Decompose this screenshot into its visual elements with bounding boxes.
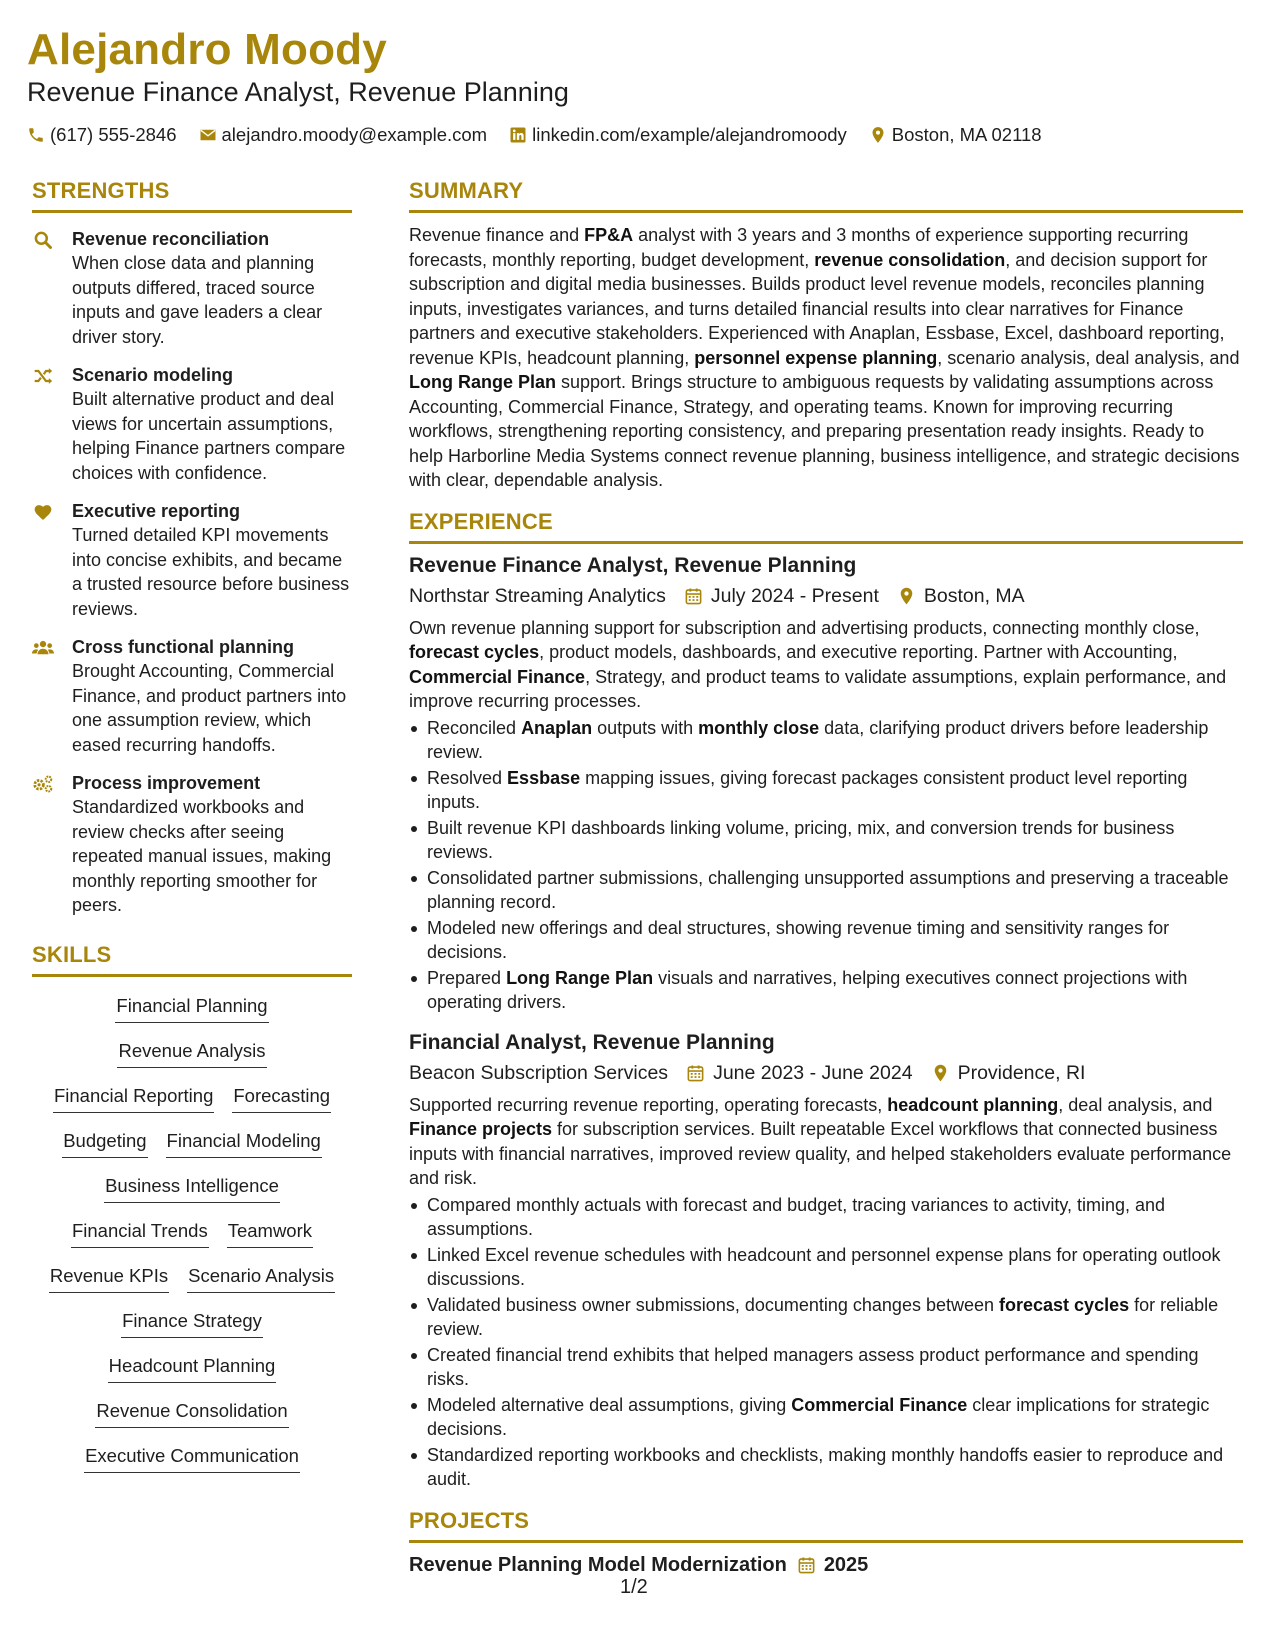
- project-entry: [409, 1551, 1243, 1579]
- skill-row: [32, 1347, 352, 1392]
- gears-icon: [32, 774, 54, 794]
- skills-heading: SKILLS: [32, 942, 352, 977]
- text-segment: mapping issues, giving forecast packages consistent product level reporting inputs.: [427, 767, 1188, 812]
- summary-section: [409, 178, 1243, 493]
- skill-row: [32, 1437, 352, 1482]
- strength-desc: Brought Accounting, Commercial Finance, and product partners into one assumption review, which eased recurring handoffs.: [72, 661, 347, 755]
- strength-item: [32, 771, 352, 918]
- text-segment: clear implications for strategic decisions.: [427, 1394, 1210, 1439]
- users-icon: [32, 638, 54, 658]
- calendar-icon: [684, 586, 703, 606]
- linkedin-icon: [509, 126, 527, 144]
- strength-item: [32, 363, 352, 485]
- bold-text: Essbase: [507, 767, 581, 788]
- search-icon: [32, 230, 54, 250]
- calendar-icon: [686, 1063, 705, 1083]
- skill-tag: Budgeting: [62, 1128, 147, 1158]
- text-segment: Modeled new offerings and deal structures, showing revenue timing and sensitivity ranges for decisions.: [427, 917, 1170, 962]
- text-segment: Linked Excel revenue schedules with headcount and personnel expense plans for operating outlook discussions.: [427, 1244, 1221, 1289]
- bullet-item: [409, 1393, 1243, 1442]
- bold-text: revenue consolidation: [814, 249, 1006, 270]
- strength-item: [32, 635, 352, 757]
- job-title: Revenue Finance Analyst, Revenue Planning: [409, 553, 857, 577]
- text-segment: Standardized reporting workbooks and checklists, making monthly handoffs easier to reproduce and audit.: [427, 1444, 1224, 1489]
- bold-text: forecast cycles: [999, 1294, 1130, 1315]
- skill-row: [32, 987, 352, 1032]
- text-segment: Prepared: [427, 967, 507, 988]
- skill-tag: Financial Planning: [115, 993, 268, 1023]
- text-segment: Supported recurring revenue reporting, operating forecasts,: [409, 1094, 888, 1115]
- experience-heading: EXPERIENCE: [409, 509, 1243, 544]
- job-dates: [684, 582, 879, 610]
- project-title: Revenue Planning Model Modernization: [409, 1553, 787, 1576]
- strength-title: Scenario modeling: [72, 365, 234, 385]
- text-segment: Own revenue planning support for subscription and advertising products, connecting monthly close,: [409, 617, 1200, 638]
- job-meta: [409, 1059, 1243, 1087]
- skill-row: [32, 1392, 352, 1437]
- skill-row: [32, 1257, 352, 1302]
- right-column: [409, 178, 1243, 1579]
- heart-icon: [32, 502, 54, 522]
- job-bullets: [409, 716, 1243, 1015]
- skill-tag: Executive Communication: [84, 1443, 300, 1473]
- bullet-item: [409, 866, 1243, 915]
- bullet-item: [409, 766, 1243, 815]
- job-description: [409, 1093, 1243, 1191]
- skill-tag: Teamwork: [227, 1218, 313, 1248]
- job-meta: [409, 582, 1243, 610]
- skill-row: [32, 1077, 352, 1122]
- bullet-item: [409, 1293, 1243, 1342]
- text-segment: , and decision support for subscription and digital media businesses. Builds product level revenue models, reconciles planning inputs, investigates variances, and turns detailed financial results into clear narratives for Finance partners and executive stakeholders. Experienced with Anaplan, Essbase, Excel, dashboard reporting, revenue KPIs, headcount planning,: [409, 249, 1225, 368]
- contact-location: [869, 124, 1042, 146]
- contact-phone: [27, 124, 177, 146]
- skills-list: [32, 987, 352, 1482]
- skill-tag: Forecasting: [232, 1083, 331, 1113]
- skill-tag: Financial Modeling: [166, 1128, 322, 1158]
- page-number: 1/2: [620, 1576, 648, 1598]
- bold-text: FP&A: [584, 225, 634, 245]
- phone-text: (617) 555-2846: [50, 124, 177, 145]
- strength-title: Process improvement: [72, 773, 261, 793]
- job-title: Financial Analyst, Revenue Planning: [409, 1030, 775, 1054]
- map-pin-icon: [869, 126, 887, 144]
- job-dates: [686, 1059, 913, 1087]
- job-location-text: Boston, MA: [923, 584, 1025, 607]
- text-segment: Reconciled: [427, 717, 522, 738]
- strength-desc: Standardized workbooks and review checks after seeing repeated manual issues, making monthly reporting smoother for peers.: [72, 797, 332, 915]
- strengths-section: [32, 178, 352, 918]
- bullet-item: [409, 1343, 1243, 1392]
- strength-desc: Turned detailed KPI movements into concise exhibits, and became a trusted resource before business reviews.: [72, 525, 350, 619]
- skill-tag: Scenario Analysis: [187, 1263, 335, 1293]
- candidate-headline: Revenue Finance Analyst, Revenue Planning: [27, 77, 569, 107]
- location-text: Boston, MA 02118: [891, 124, 1042, 145]
- bold-text: monthly close: [698, 717, 820, 738]
- map-pin-icon: [931, 1063, 950, 1083]
- strength-title: Executive reporting: [72, 501, 241, 521]
- projects-section: [409, 1508, 1243, 1579]
- candidate-name: Alejandro Moody: [27, 25, 387, 74]
- summary-text: [409, 223, 1243, 493]
- skill-tag: Revenue Consolidation: [95, 1398, 288, 1428]
- skill-tag: Revenue KPIs: [49, 1263, 169, 1293]
- bold-text: Long Range Plan: [409, 372, 557, 392]
- bullet-item: [409, 1243, 1243, 1292]
- skill-tag: Finance Strategy: [121, 1308, 263, 1338]
- contact-email[interactable]: [199, 124, 488, 146]
- strength-title: Cross functional planning: [72, 637, 295, 657]
- text-segment: , product models, dashboards, and executive reporting. Partner with Accounting,: [539, 642, 1178, 662]
- phone-icon: [27, 126, 45, 144]
- text-segment: Built revenue KPI dashboards linking volume, pricing, mix, and conversion trends for business reviews.: [427, 817, 1175, 862]
- bold-text: headcount planning: [887, 1094, 1059, 1115]
- text-segment: , Strategy, and product teams to validate assumptions, explain performance, and improve recurring processes.: [409, 666, 1227, 711]
- text-segment: for subscription services. Built repeatable Excel workflows that connected business inputs with financial narratives, improved review quality, and helped stakeholders evaluate performance and risk.: [409, 1119, 1232, 1188]
- skill-tag: Financial Trends: [71, 1218, 209, 1248]
- text-segment: , deal analysis, and: [1058, 1094, 1213, 1115]
- skill-row: [32, 1032, 352, 1077]
- strength-item: [32, 227, 352, 349]
- job-entry: [409, 552, 1243, 1015]
- contact-linkedin[interactable]: [509, 124, 847, 146]
- calendar-icon: [797, 1555, 816, 1575]
- text-segment: Compared monthly actuals with forecast and budget, tracing variances to activity, timing, and assumptions.: [427, 1194, 1166, 1239]
- left-column: [32, 178, 352, 1482]
- bullet-item: [409, 716, 1243, 765]
- bold-text: Long Range Plan: [506, 967, 654, 988]
- job-company: Beacon Subscription Services: [409, 1061, 669, 1084]
- skill-tag: Business Intelligence: [104, 1173, 280, 1203]
- bold-text: personnel expense planning: [694, 347, 938, 368]
- strength-title: Revenue reconciliation: [72, 229, 270, 249]
- strength-item: [32, 499, 352, 621]
- envelope-icon: [199, 126, 217, 144]
- project-year: 2025: [823, 1553, 869, 1576]
- text-segment: Consolidated partner submissions, challenging unsupported assumptions and preserving a traceable planning record.: [427, 867, 1229, 912]
- text-segment: support. Brings structure to ambiguous requests by validating assumptions across Accounting, Commercial Finance, Strategy, and operating teams. Known for improving recurring workflows, strengthening reporting consistency, and preparing presentation ready insights. Ready to help Harborline Media Systems connect revenue planning, business intelligence, and strategic decisions with clear, dependable analysis.: [409, 372, 1240, 490]
- linkedin-text[interactable]: linkedin.com/example/alejandromoody: [532, 124, 847, 145]
- job-location: [897, 582, 1025, 610]
- job-entry: [409, 1029, 1243, 1492]
- text-segment: Resolved: [427, 767, 508, 788]
- job-location: [931, 1059, 1086, 1087]
- text-segment: visuals and narratives, helping executives connect projections with operating drivers.: [427, 967, 1188, 1012]
- bold-text: Anaplan: [521, 717, 593, 738]
- text-segment: Modeled alternative deal assumptions, giving: [427, 1394, 792, 1415]
- text-segment: , scenario analysis, deal analysis, and: [937, 347, 1240, 368]
- skill-row: [32, 1167, 352, 1212]
- experience-section: [409, 509, 1243, 1492]
- summary-heading: SUMMARY: [409, 178, 1243, 213]
- strength-desc: Built alternative product and deal views for uncertain assumptions, helping Finance partners compare choices with confidence.: [72, 389, 346, 483]
- contact-bar: [27, 122, 1247, 148]
- text-segment: analyst with 3 years and 3 months of experience supporting recurring forecasts, monthly reporting, budget development,: [409, 225, 1189, 270]
- text-segment: Validated business owner submissions, documenting changes between: [427, 1294, 1000, 1315]
- skills-section: [32, 942, 352, 1482]
- bullet-item: [409, 966, 1243, 1015]
- bold-text: Commercial Finance: [409, 666, 586, 687]
- map-pin-icon: [897, 586, 916, 606]
- skill-row: [32, 1302, 352, 1347]
- text-segment: for reliable review.: [427, 1294, 1219, 1339]
- strength-desc: When close data and planning outputs differed, traced source inputs and gave leaders a clear driver story.: [72, 253, 323, 347]
- text-segment: Revenue finance and: [409, 225, 585, 245]
- job-dates-text: June 2023 - June 2024: [713, 1061, 913, 1084]
- bold-text: Finance projects: [409, 1119, 553, 1139]
- skill-row: [32, 1122, 352, 1167]
- text-segment: outputs with: [592, 717, 699, 738]
- bold-text: forecast cycles: [409, 642, 540, 662]
- text-segment: Created financial trend exhibits that helped managers assess product performance and spending risks.: [427, 1344, 1199, 1389]
- projects-heading: PROJECTS: [409, 1508, 1243, 1543]
- skill-tag: Financial Reporting: [53, 1083, 214, 1113]
- shuffle-icon: [32, 366, 54, 386]
- bold-text: Commercial Finance: [791, 1394, 968, 1415]
- strengths-heading: STRENGTHS: [32, 178, 352, 213]
- job-bullets: [409, 1193, 1243, 1492]
- job-description: [409, 616, 1243, 714]
- bullet-item: [409, 1193, 1243, 1242]
- skill-row: [32, 1212, 352, 1257]
- resume-header: [27, 24, 1247, 148]
- bullet-item: [409, 1443, 1243, 1492]
- text-segment: data, clarifying product drivers before leadership review.: [427, 717, 1209, 762]
- bullet-item: [409, 816, 1243, 865]
- skill-tag: Headcount Planning: [108, 1353, 277, 1383]
- email-text[interactable]: alejandro.moody@example.com: [221, 124, 488, 145]
- job-company: Northstar Streaming Analytics: [409, 584, 666, 607]
- bullet-item: [409, 916, 1243, 965]
- skill-tag: Revenue Analysis: [117, 1038, 266, 1068]
- job-location-text: Providence, RI: [957, 1061, 1086, 1084]
- job-dates-text: July 2024 - Present: [710, 584, 879, 607]
